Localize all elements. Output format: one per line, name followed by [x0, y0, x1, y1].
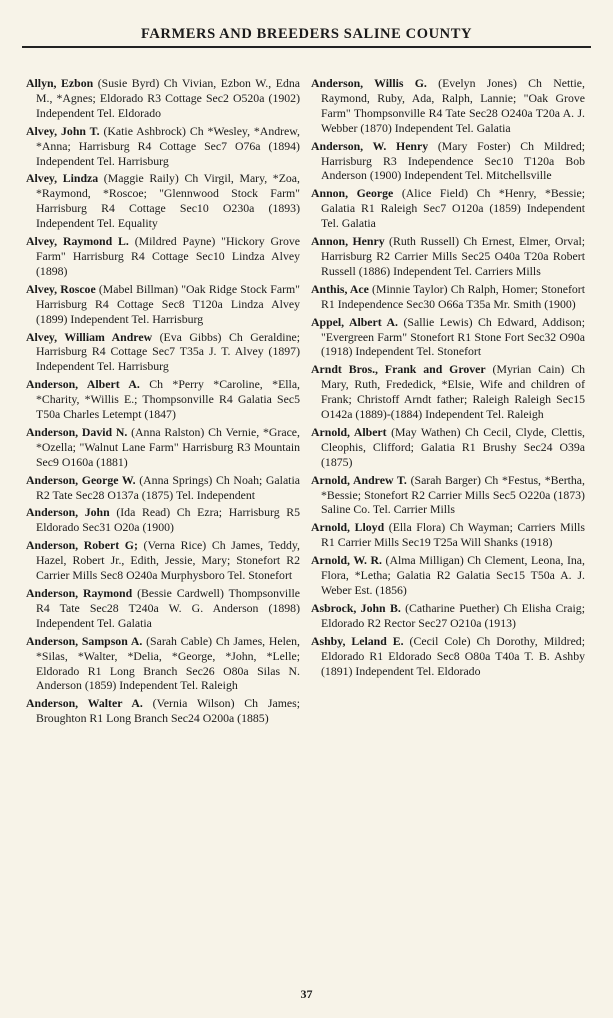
entry-details: (Eva Gibbs) Ch Geraldine; Harrisburg R4 Cottage Sec7 T35a J. T. Alvey (1897) Independent Tel. Harrisburg	[36, 329, 300, 374]
entry-details: (Cecil Cole) Ch Dorothy, Mildred; Eldorado R1 Eldorado Sec8 O80a T40a T. B. Ashby (1891) Independent Tel. Eldorado	[321, 633, 585, 678]
directory-entry	[26, 282, 300, 327]
directory-entry	[26, 473, 300, 503]
entry-details: (May Wathen) Ch Cecil, Clyde, Clettis, Cleophis, Clifford; Galatia R1 Brushy Sec24 O39a (1875)	[321, 424, 585, 469]
directory-entry	[311, 76, 585, 136]
entry-name: Arnold, Andrew T.	[311, 472, 407, 487]
right-column	[311, 76, 585, 681]
entry-name: Alvey, Raymond L.	[26, 234, 129, 249]
directory-entry	[26, 696, 300, 726]
entry-name: Arndt Bros., Frank and Grover	[311, 362, 486, 377]
entry-details: Ch *Perry *Caroline, *Ella, *Charity, *Willis E.; Thompsonville R4 Galatia Sec5 T50a Charles Letempt (1847)	[36, 377, 301, 422]
entry-details: (Mabel Billman) "Oak Ridge Stock Farm" Harrisburg R4 Cottage Sec8 T120a Lindza Alvey (1899) Independent Tel. Harrisburg	[36, 281, 300, 326]
directory-entry	[311, 282, 585, 312]
entry-name: Allyn, Ezbon	[26, 76, 94, 90]
entry-name: Anderson, Walter A.	[26, 696, 143, 711]
directory-entry	[311, 234, 585, 279]
entry-name: Anderson, John	[26, 505, 110, 520]
entry-details: (Katie Ashbrock) Ch *Wesley, *Andrew, *Anna; Harrisburg R4 Cottage Sec7 O76a (1894) Independent Tel. Harrisburg	[36, 123, 300, 168]
entry-name: Appel, Albert A.	[311, 314, 398, 329]
entry-name: Anderson, Albert A.	[26, 377, 140, 392]
entry-details: (Mildred Payne) "Hickory Grove Farm" Harrisburg R4 Cottage Sec10 Lindza Alvey (1898)	[36, 234, 300, 278]
entry-name: Anderson, Sampson A.	[26, 633, 143, 648]
entry-details: (Vernia Wilson) Ch James; Broughton R1 Long Branch Sec24 O200a (1885)	[36, 696, 300, 726]
entry-details: (Bessie Cardwell) Thompsonville R4 Tate Sec28 T240a W. G. Anderson (1898) Independent Tel. Galatia	[36, 586, 301, 630]
entry-details: (Alice Field) Ch *Henry, *Bessie; Galatia R1 Raleigh Sec7 O120a (1859) Independent Tel. Galatia	[321, 186, 585, 231]
directory-entry	[26, 377, 300, 422]
entry-details: (Ida Read) Ch Ezra; Harrisburg R5 Eldorado Sec31 O20a (1900)	[36, 505, 301, 535]
entry-details: (Sarah Cable) Ch James, Helen, *Silas, *Walter, *Delia, *George, *John, *Lelle; Eldorado R1 Long Branch Sec26 O80a Silas N. Anderson (1859) Independent Tel. Raleigh	[36, 633, 300, 693]
directory-entry	[311, 362, 585, 422]
directory-entry	[311, 553, 585, 598]
entry-details: (Anna Ralston) Ch Vernie, *Grace, *Ozella; "Walnut Lane Farm" Harrisburg R3 Mountain Sec9 O160a (1881)	[36, 424, 300, 469]
directory-entry	[26, 76, 300, 121]
directory-entry	[26, 634, 300, 694]
entry-name: Anderson, Raymond	[26, 586, 133, 600]
directory-entry	[311, 425, 585, 470]
entry-name: Anderson, David N.	[26, 424, 128, 439]
directory-entry	[26, 330, 300, 375]
entry-details: (Verna Rice) Ch James, Teddy, Hazel, Robert Jr., Edith, Jessie, Mary; Stonefort R2 Carrier Mills Sec8 O240a Murphysboro Tel. Stonefort	[36, 538, 300, 583]
entry-name: Ashby, Leland E.	[311, 633, 404, 648]
directory-entry	[311, 601, 585, 631]
entry-name: Anderson, George W.	[26, 472, 136, 487]
directory-entry	[311, 315, 585, 360]
entry-name: Alvey, Roscoe	[26, 281, 96, 296]
entry-details: (Sallie Lewis) Ch Edward, Addison; "Evergreen Farm" Stonefort R1 Stone Fort Sec32 O90a (1918) Independent Tel. Stonefort	[321, 314, 585, 359]
directory-entry	[311, 520, 585, 550]
entry-name: Anderson, Willis G.	[311, 76, 427, 90]
entry-details: (Minnie Taylor) Ch Ralph, Homer; Stonefort R1 Independence Sec30 O66a T35a Mr. Smith (1900)	[321, 281, 585, 311]
directory-entry	[311, 186, 585, 231]
entry-name: Anderson, W. Henry	[311, 138, 429, 153]
page-number: 37	[300, 987, 313, 1001]
directory-entry	[26, 586, 300, 631]
entry-name: Arnold, Albert	[311, 424, 387, 439]
entry-name: Alvey, Lindza	[26, 171, 99, 186]
entry-details: (Evelyn Jones) Ch Nettie, Raymond, Ruby, Ada, Ralph, Lannie; "Oak Grove Farm" Thompsonville R4 Tate Sec28 O240a T20a A. J. Webber (1870) Independent Tel. Galatia	[321, 76, 585, 135]
entry-details: (Catharine Puether) Ch Elisha Craig; Eldorado R2 Rector Sec27 O210a (1913)	[321, 600, 585, 630]
entry-name: Annon, George	[311, 186, 394, 201]
directory-entry	[26, 425, 300, 470]
directory-entry	[311, 473, 585, 518]
page-title: FARMERS AND BREEDERS SALINE COUNTY	[22, 26, 591, 48]
entry-name: Asbrock, John B.	[311, 600, 401, 615]
entry-name: Anderson, Robert G;	[26, 538, 138, 553]
entry-details: (Ruth Russell) Ch Ernest, Elmer, Orval; Harrisburg R2 Carrier Mills Sec25 O40a T20a Robert Russell (1886) Independent Tel. Carriers Mills	[321, 234, 585, 278]
directory-entry	[26, 505, 300, 535]
entry-name: Alvey, John T.	[26, 123, 100, 138]
entry-name: Alvey, William Andrew	[26, 329, 153, 344]
entry-name: Annon, Henry	[311, 234, 385, 249]
directory-entry	[311, 139, 585, 184]
directory-entry	[311, 634, 585, 679]
entry-name: Anthis, Ace	[311, 281, 369, 296]
entry-details: (Sarah Barger) Ch *Festus, *Bertha, *Bessie; Stonefort R2 Carrier Mills Sec5 O220a (1873) Saline Co. Tel. Carrier Mills	[321, 472, 585, 517]
directory-entry	[26, 171, 300, 231]
entry-details: (Susie Byrd) Ch Vivian, Ezbon W., Edna M., *Agnes; Eldorado R3 Cottage Sec2 O520a (1902) Independent Tel. Eldorado	[36, 76, 300, 120]
directory-entry	[26, 124, 300, 169]
entry-details: (Maggie Raily) Ch Virgil, Mary, *Zoa, *Raymond, *Roscoe; "Glennwood Stock Farm" Harrisburg R4 Cottage Sec10 O230a (1893) Independent Tel. Equality	[36, 171, 300, 231]
entry-details: (Mary Foster) Ch Mildred; Harrisburg R3 Independence Sec10 T120a Bob Anderson (1900) Independent Tel. Mitchellsville	[321, 138, 586, 183]
entry-name: Arnold, W. R.	[311, 553, 382, 568]
directory-entry	[26, 234, 300, 279]
directory-entry	[26, 538, 300, 583]
entry-name: Arnold, Lloyd	[311, 520, 385, 535]
entry-details: (Alma Milligan) Ch Clement, Leona, Ina, Flora, *Letha; Galatia R2 Galatia Sec15 T50a A. J. Weber Est. (1856)	[321, 553, 585, 597]
left-column	[26, 76, 300, 729]
entry-details: (Ella Flora) Ch Wayman; Carriers Mills R1 Carrier Mills Sec19 T25a Will Shanks (1918)	[321, 520, 585, 550]
entry-details: (Anna Springs) Ch Noah; Galatia R2 Tate Sec28 O137a (1875) Tel. Independent	[36, 472, 300, 502]
entry-details: (Myrian Cain) Ch Mary, Ruth, Frededick, *Elsie, Wife and children of Frank; Christoff Arndt father; Raleigh Raleigh Sec15 O142a (1889)-(1884) Independent Tel. Raleigh	[321, 362, 585, 422]
